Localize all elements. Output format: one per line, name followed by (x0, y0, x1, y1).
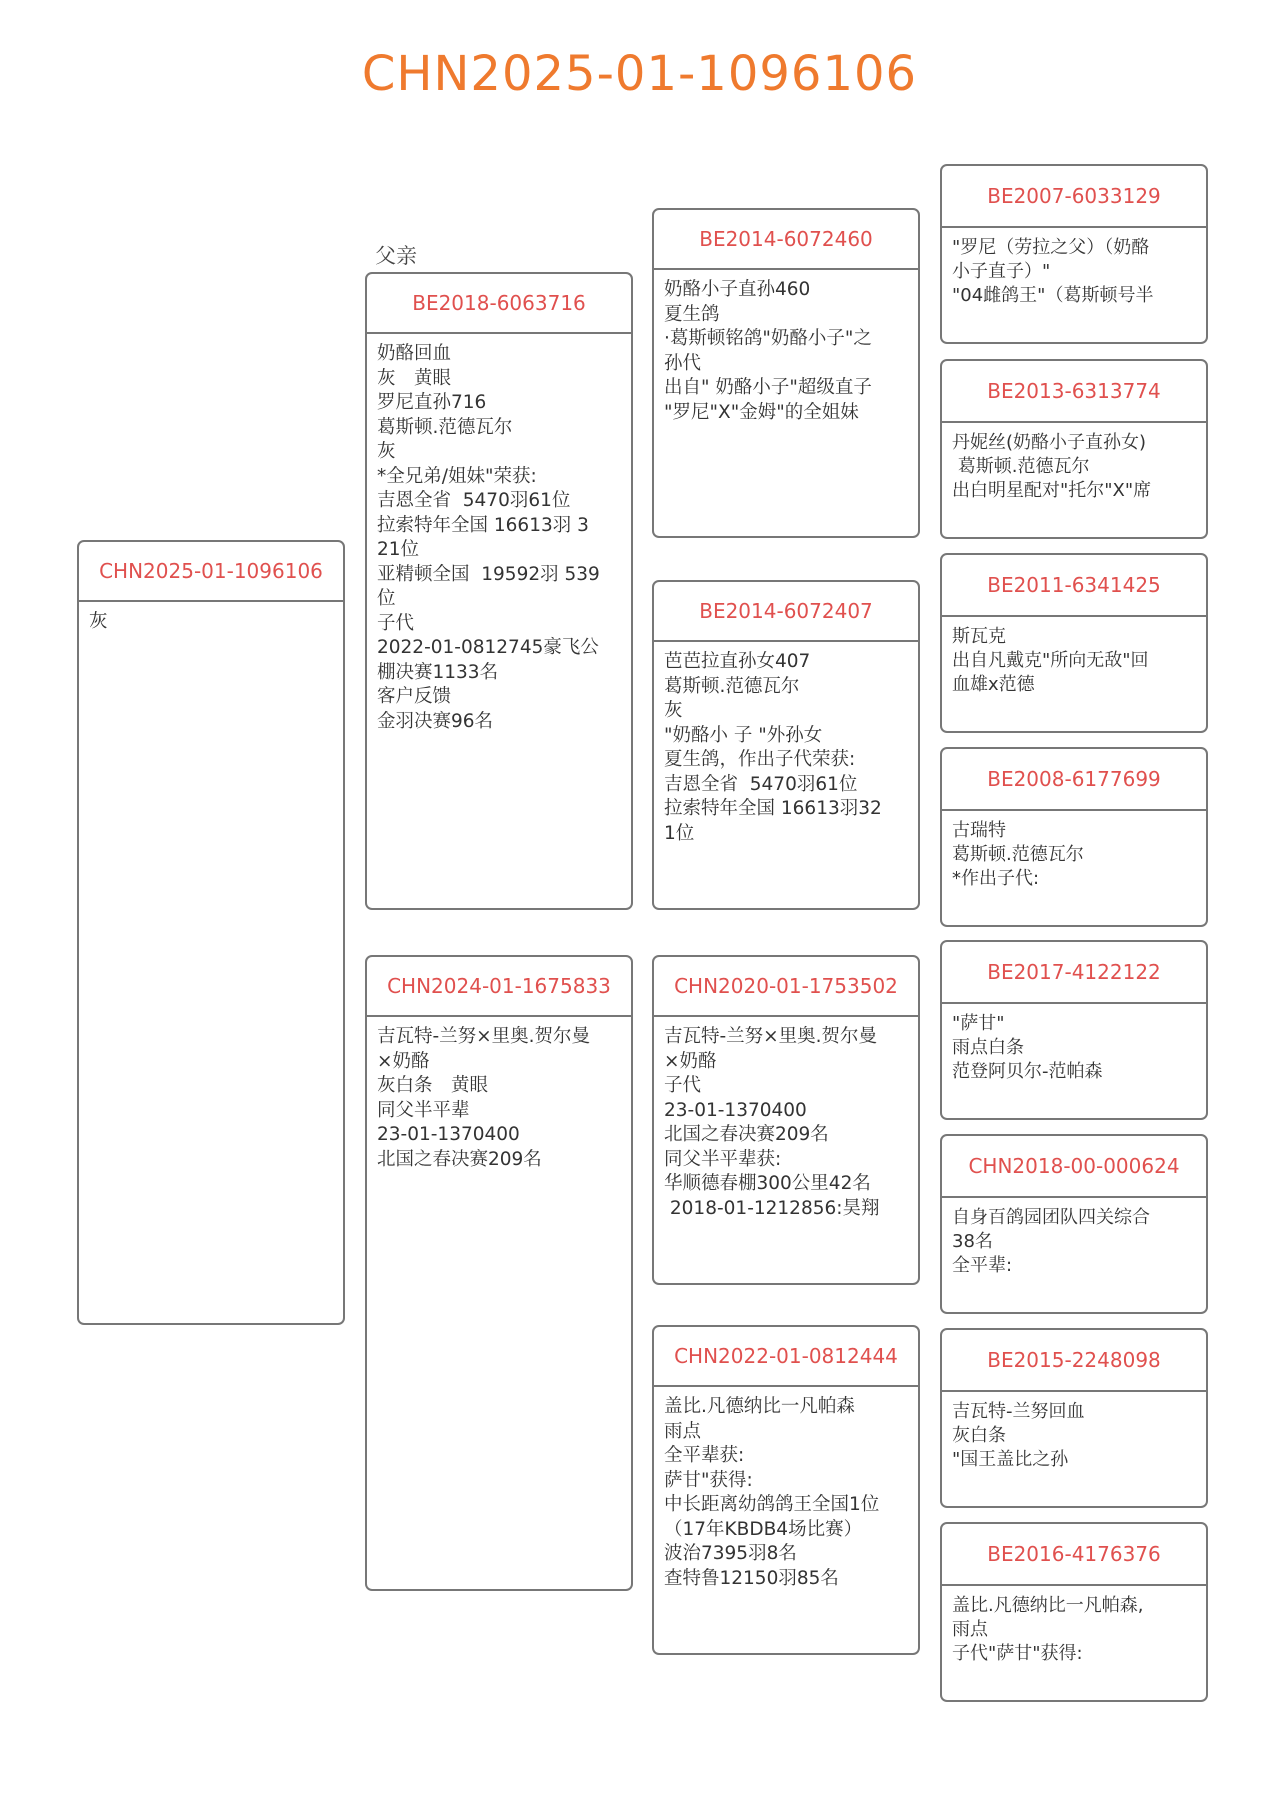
great-grandparent-ring-number: BE2011-6341425 (942, 555, 1206, 617)
grandparent-ring-number: CHN2022-01-0812444 (654, 1327, 918, 1387)
great-grandparent-card (940, 940, 1208, 1120)
great-grandparent-card (940, 1328, 1208, 1508)
subject-card (77, 540, 345, 1325)
great-grandparent-details: 自身百鸽园团队四关综合 38名 全平辈: (952, 1207, 1150, 1276)
sire-details: 奶酪回血 灰 黄眼 罗尼直孙716 葛斯顿.范德瓦尔 灰 *全兄弟/姐妹"荣获: 吉恩全省 5470羽61位 拉索特年全国 16613羽 3 21位 亚精顿全国 19592羽 539 位 子代 2022-01-0812745豪飞公 棚决赛1133名 客户反馈 金羽决赛96名 (377, 343, 600, 732)
great-grandparent-details: 丹妮丝(奶酪小子直孙女) 葛斯顿.范德瓦尔 出白明星配对"托尔"X"席 (952, 432, 1152, 501)
grandparent-details: 盖比.凡德纳比一凡帕森 雨点 全平辈获: 萨甘"获得: 中长距离幼鸽鸽王全国1位 （17年KBDB4场比赛） 波治7395羽8名 查特鲁12150羽85名 (664, 1396, 880, 1589)
great-grandparent-card (940, 747, 1208, 927)
great-grandparent-ring-number: BE2008-6177699 (942, 749, 1206, 811)
great-grandparent-ring-number: CHN2018-00-000624 (942, 1136, 1206, 1198)
grandparent-ring-number: BE2014-6072460 (654, 210, 918, 270)
grandparent-card (652, 208, 920, 538)
great-grandparent-details: 吉瓦特-兰努回血 灰白条 "国王盖比之孙 (952, 1401, 1085, 1470)
great-grandparent-card (940, 359, 1208, 539)
dam-ring-number: CHN2024-01-1675833 (367, 957, 631, 1017)
great-grandparent-card (940, 164, 1208, 344)
grandparent-details: 奶酪小子直孙460 夏生鸽 ·葛斯顿铭鸽"奶酪小子"之 孙代 出自" 奶酪小子"超级直子 "罗尼"X"金姆"的全姐妹 (664, 279, 872, 423)
grandparent-card (652, 580, 920, 910)
great-grandparent-ring-number: BE2013-6313774 (942, 361, 1206, 423)
great-grandparent-card (940, 553, 1208, 733)
great-grandparent-ring-number: BE2007-6033129 (942, 166, 1206, 228)
grandparent-details: 吉瓦特-兰努×里奥.贺尔曼 ×奶酪 子代 23-01-1370400 北国之春决赛209名 同父半平辈获: 华顺德春棚300公里42名 2018-01-1212856:昊翔 (664, 1026, 880, 1219)
great-grandparent-details: "罗尼（劳拉之父）（奶酪 小子直子）" "04雌鸽王"（葛斯顿号半 (952, 237, 1154, 306)
great-grandparent-details: "萨甘" 雨点白条 范登阿贝尔-范帕森 (952, 1013, 1103, 1082)
great-grandparent-ring-number: BE2015-2248098 (942, 1330, 1206, 1392)
great-grandparent-details: 古瑞特 葛斯顿.范德瓦尔 *作出子代: (952, 820, 1084, 889)
great-grandparent-ring-number: BE2016-4176376 (942, 1524, 1206, 1586)
grandparent-ring-number: BE2014-6072407 (654, 582, 918, 642)
great-grandparent-details: 斯瓦克 出自凡戴克"所向无敌"回 血雄x范德 (952, 626, 1149, 695)
dam-details: 吉瓦特-兰努×里奥.贺尔曼 ×奶酪 灰白条 黄眼 同父半平辈 23-01-1370400 北国之春决赛209名 (377, 1026, 591, 1170)
grandparent-card (652, 955, 920, 1285)
sire-label: 父亲 (375, 244, 417, 268)
grandparent-card (652, 1325, 920, 1655)
great-grandparent-details: 盖比.凡德纳比一凡帕森, 雨点 子代"萨甘"获得: (952, 1595, 1144, 1664)
sire-card (365, 272, 633, 910)
sire-ring-number: BE2018-6063716 (367, 274, 631, 334)
great-grandparent-card (940, 1522, 1208, 1702)
great-grandparent-card (940, 1134, 1208, 1314)
dam-card (365, 955, 633, 1591)
grandparent-details: 芭芭拉直孙女407 葛斯顿.范德瓦尔 灰 "奶酪小 子 "外孙女 夏生鸽，作出子代荣获: 吉恩全省 5470羽61位 拉索特年全国 16613羽32 1位 (664, 651, 882, 844)
subject-details: 灰 (89, 611, 108, 632)
subject-ring-number: CHN2025-01-1096106 (79, 542, 343, 602)
grandparent-ring-number: CHN2020-01-1753502 (654, 957, 918, 1017)
page-title: CHN2025-01-1096106 (361, 46, 918, 102)
great-grandparent-ring-number: BE2017-4122122 (942, 942, 1206, 1004)
